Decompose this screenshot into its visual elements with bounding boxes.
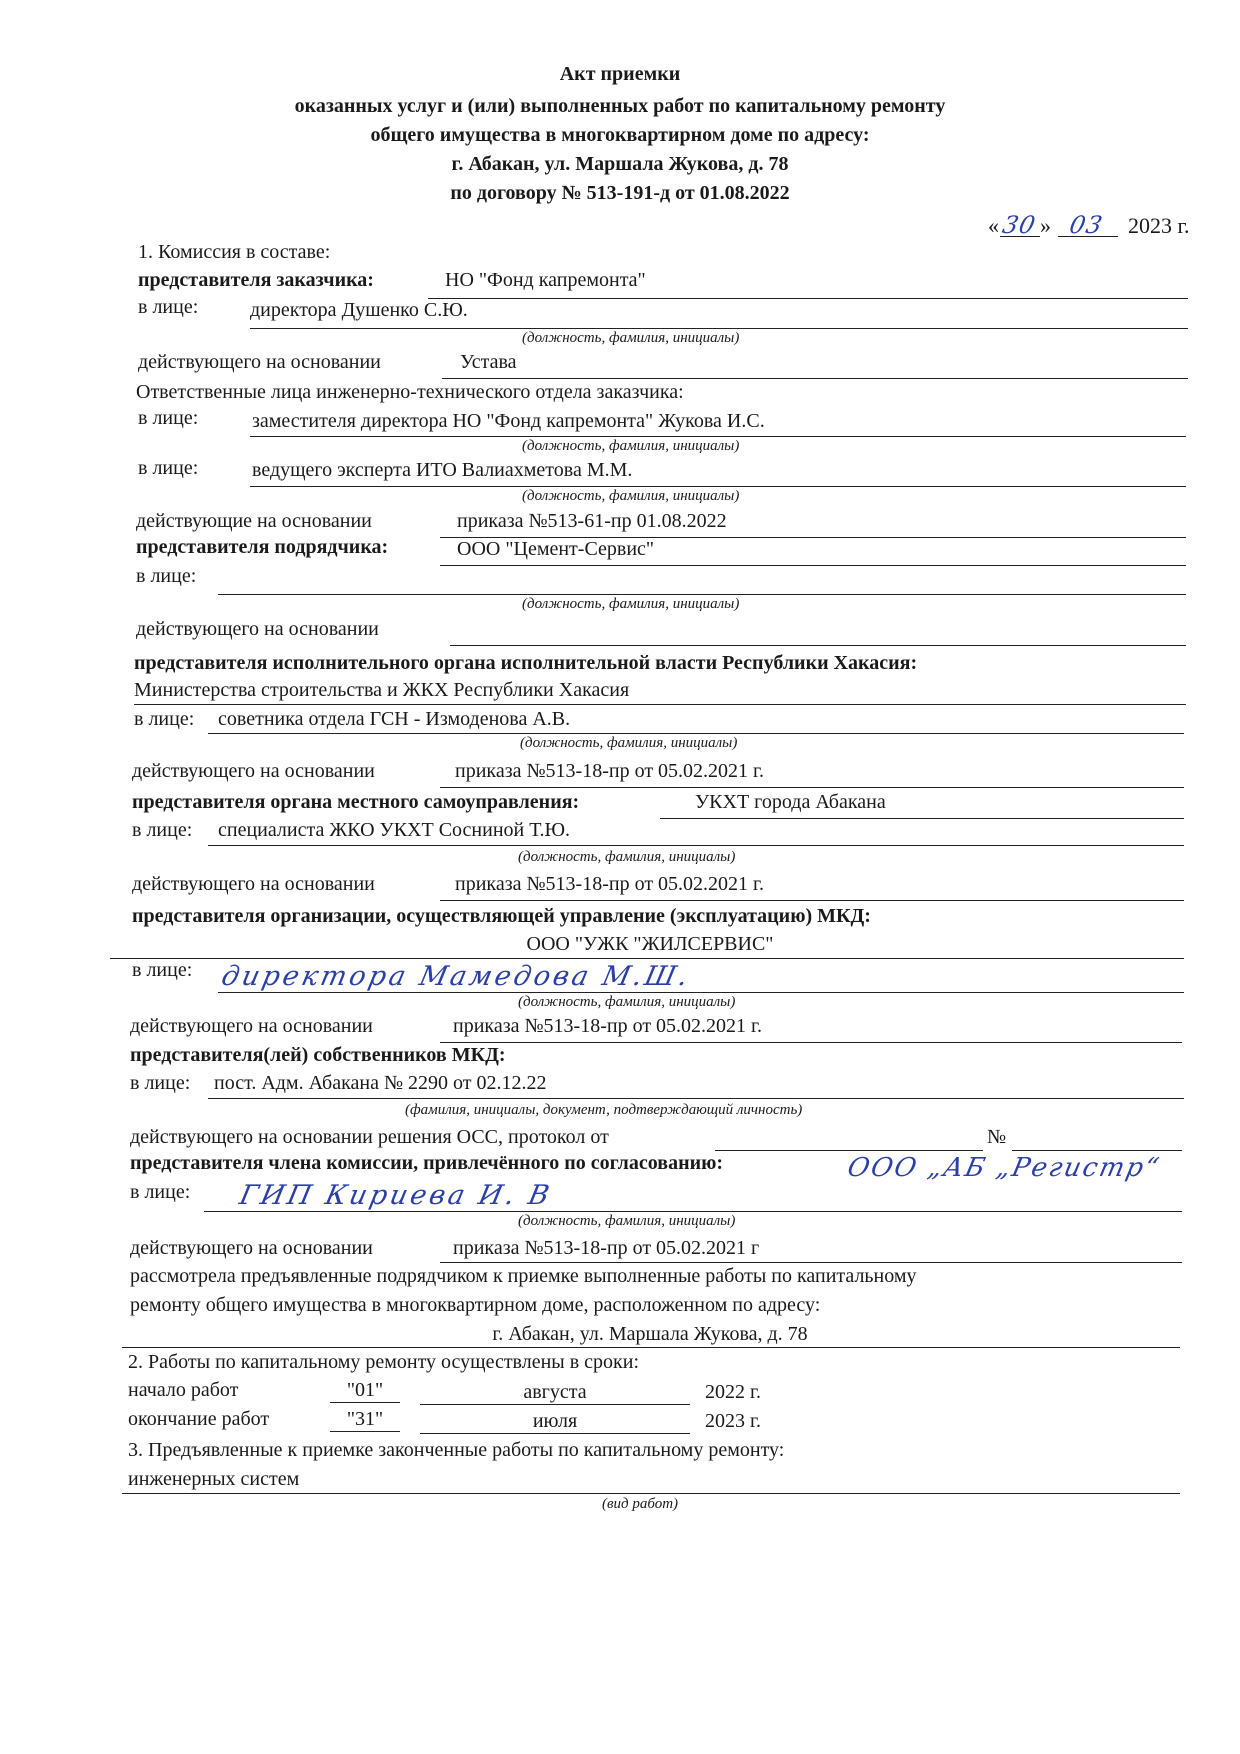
terms-end-year: 2023 г. — [705, 1410, 761, 1432]
date-month: 03 — [1067, 211, 1106, 239]
owners-number-sign: № — [987, 1126, 1007, 1148]
review-address: г. Абакан, ул. Маршала Жукова, д. 78 — [492, 1323, 808, 1345]
engineering-basis: приказа №513-61-пр 01.08.2022 — [457, 510, 727, 532]
local-gov-person: специалиста ЖКО УКХТ Сосниной Т.Ю. — [218, 819, 571, 841]
engineering-p2-caption: (должность, фамилия, инициалы) — [522, 488, 740, 504]
terms-start-label: начало работ — [128, 1379, 239, 1401]
management-person-caption: (должность, фамилия, инициалы) — [518, 994, 736, 1010]
engineering-p1-label: в лице: — [138, 407, 199, 429]
terms-start-year: 2022 г. — [705, 1381, 761, 1403]
date-mid-quote: » — [1040, 213, 1051, 238]
contractor-value: ООО "Цемент-Сервис" — [457, 538, 655, 560]
management-label: представителя организации, осуществляющей управление (эксплуатацию) МКД: — [132, 905, 871, 927]
engineering-p2: ведущего эксперта ИТО Валиахметова М.М. — [252, 459, 633, 481]
review-line-2: ремонту общего имущества в многоквартирном доме, расположенном по адресу: — [130, 1294, 821, 1316]
doc-title: Акт приемки — [559, 63, 681, 85]
local-gov-value: УКХТ города Абакана — [695, 791, 886, 813]
engineering-basis-label: действующие на основании — [136, 510, 372, 532]
terms-end-label: окончание работ — [128, 1408, 270, 1430]
terms-start-month: августа — [523, 1381, 587, 1403]
date-open-quote: « — [988, 213, 999, 238]
contractor-basis-label: действующего на основании — [136, 618, 379, 640]
terms-label: 2. Работы по капитальному ремонту осуществлены в сроки: — [128, 1351, 640, 1373]
contractor-label: представителя подрядчика: — [136, 536, 389, 558]
management-org: ООО "УЖК "ЖИЛСЕРВИС" — [526, 933, 774, 955]
invited-basis-label: действующего на основании — [130, 1237, 373, 1259]
engineering-p2-label: в лице: — [138, 457, 199, 479]
commission-label: 1. Комиссия в составе: — [138, 241, 331, 263]
management-person-signature: директора Мамедова М.Ш. — [218, 961, 694, 992]
management-person-label: в лице: — [132, 959, 193, 981]
local-gov-basis: приказа №513-18-пр от 05.02.2021 г. — [455, 873, 765, 895]
management-basis: приказа №513-18-пр от 05.02.2021 г. — [453, 1015, 763, 1037]
executive-person: советника отдела ГСН - Измоденова А.В. — [218, 708, 571, 730]
invited-org-signature: ООО „АБ „Регистр“ — [844, 1153, 1164, 1183]
doc-subtitle-1: оказанных услуг и (или) выполненных работ по капитальному ремонту — [294, 95, 946, 117]
contractor-person-caption: (должность, фамилия, инициалы) — [522, 596, 740, 612]
executive-label: представителя исполнительного органа исполнительной власти Республики Хакасия: — [134, 652, 918, 674]
executive-org: Министерства строительства и ЖКХ Республики Хакасия — [134, 679, 630, 701]
doc-subtitle-2: общего имущества в многоквартирном доме по адресу: — [370, 124, 870, 146]
works-label: 3. Предъявленные к приемке законченные работы по капитальному ремонту: — [128, 1439, 785, 1461]
customer-person: директора Душенко С.Ю. — [250, 299, 468, 321]
invited-person-signature: ГИП Кириева И. В — [236, 1180, 555, 1211]
customer-person-caption: (должность, фамилия, инициалы) — [522, 330, 740, 346]
works-caption: (вид работ) — [602, 1496, 679, 1512]
terms-end-day: "31" — [346, 1408, 384, 1430]
customer-person-label: в лице: — [138, 296, 199, 318]
local-gov-person-caption: (должность, фамилия, инициалы) — [518, 849, 736, 865]
local-gov-person-label: в лице: — [132, 819, 193, 841]
engineering-p1-caption: (должность, фамилия, инициалы) — [522, 438, 740, 454]
review-line-1: рассмотрела предъявленные подрядчиком к приемке выполненные работы по капитальному — [130, 1265, 917, 1287]
customer-basis-label: действующего на основании — [138, 351, 381, 373]
local-gov-basis-label: действующего на основании — [132, 873, 375, 895]
invited-basis: приказа №513-18-пр от 05.02.2021 г — [453, 1237, 760, 1259]
customer-value: НО "Фонд капремонта" — [445, 269, 646, 291]
invited-person-label: в лице: — [130, 1181, 191, 1203]
owners-basis-label: действующего на основании решения ОСС, протокол от — [130, 1126, 609, 1148]
owners-label: представителя(лей) собственников МКД: — [130, 1044, 506, 1066]
date-year: 2023 г. — [1128, 213, 1190, 238]
terms-start-day: "01" — [346, 1379, 384, 1401]
contractor-person-label: в лице: — [136, 565, 197, 587]
local-gov-label: представителя органа местного самоуправления: — [132, 791, 580, 813]
owners-person-caption: (фамилия, инициалы, документ, подтверждающий личность) — [405, 1102, 803, 1118]
owners-person: пост. Адм. Абакана № 2290 от 02.12.22 — [214, 1072, 547, 1094]
executive-basis: приказа №513-18-пр от 05.02.2021 г. — [455, 760, 765, 782]
works-value: инженерных систем — [128, 1468, 300, 1490]
management-basis-label: действующего на основании — [130, 1015, 373, 1037]
terms-end-month: июля — [532, 1410, 578, 1432]
date-day: 30 — [1000, 211, 1039, 239]
executive-person-caption: (должность, фамилия, инициалы) — [520, 735, 738, 751]
engineering-label: Ответственные лица инженерно-технического отдела заказчика: — [136, 381, 684, 403]
customer-basis: Устава — [460, 351, 517, 373]
customer-label: представителя заказчика: — [138, 269, 374, 291]
doc-contract: по договору № 513-191-д от 01.08.2022 — [450, 182, 790, 204]
executive-person-label: в лице: — [134, 708, 195, 730]
invited-person-caption: (должность, фамилия, инициалы) — [518, 1213, 736, 1229]
doc-address: г. Абакан, ул. Маршала Жукова, д. 78 — [451, 153, 789, 175]
invited-label: представителя члена комиссии, привлечённого по согласованию: — [130, 1152, 724, 1174]
executive-basis-label: действующего на основании — [132, 760, 375, 782]
engineering-p1: заместителя директора НО "Фонд капремонта" Жукова И.С. — [252, 410, 765, 432]
owners-person-label: в лице: — [130, 1072, 191, 1094]
